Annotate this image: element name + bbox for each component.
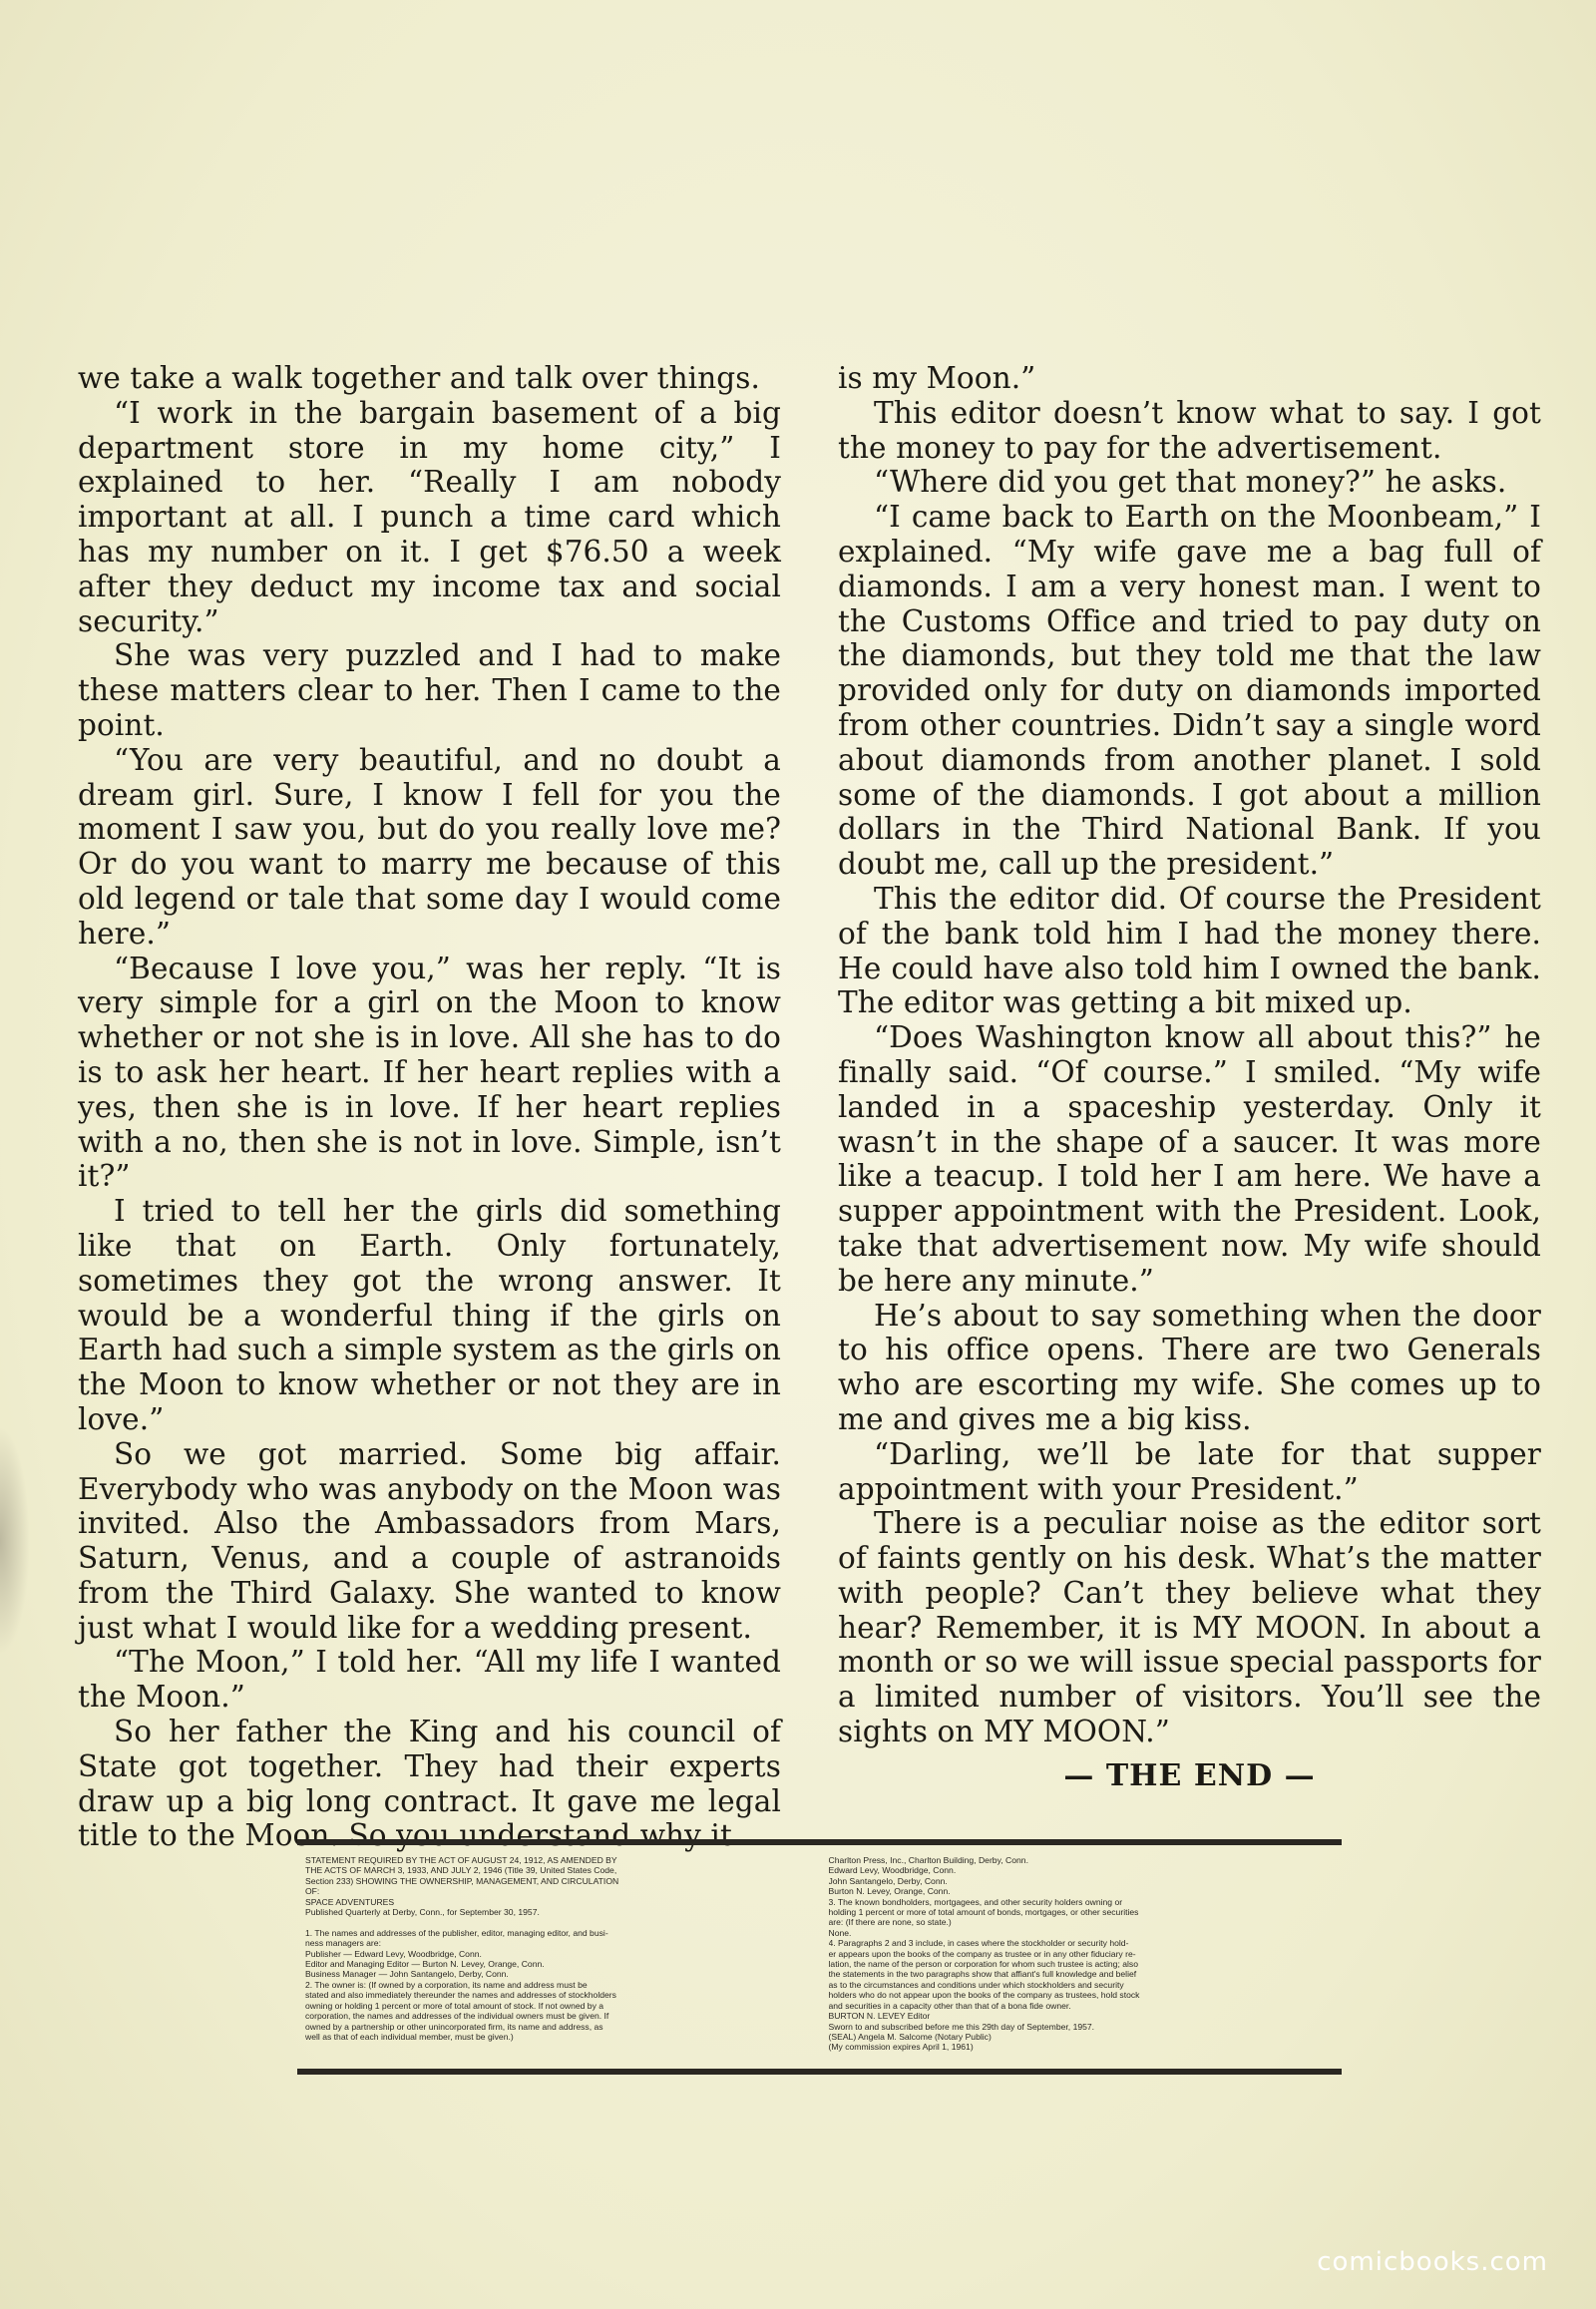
the-end-label: — THE END —: [1063, 1757, 1316, 1793]
statement-line: Charlton Press, Inc., Charlton Building, Derby, Conn.: [828, 1855, 1028, 1865]
paragraph: “Darling, we’ll be late for that supper appointment with your President.”: [838, 1436, 1541, 1506]
statement-right-column: [829, 1855, 1335, 2063]
paragraph: There is a peculiar noise as the editor sort of faints gently on his desk. What’s the matter with people? Can’t they believe what they hear? Remember, it is MY MOON. In about a month or so we will issue special passports for a limited number of visitors. You’ll see the sights on MY MOON.”: [838, 1506, 1541, 1749]
paragraph: “I came back to Earth on the Moonbeam,” I explained. “My wife gave me a bag full of diamonds. I am a very honest man. I went to the Customs Office and tried to pay duty on the diamonds, but they told me that the law provided only for duty on diamonds imported from other countries. Didn’t say a single word about diamonds from another planet. I sold some of the diamonds. I got about a million dollars in the Third National Bank. If you doubt me, call up the president.”: [838, 500, 1541, 882]
statement-line: Section 233) SHOWING THE OWNERSHIP, MANAGEMENT, AND CIRCULATION: [305, 1875, 619, 1886]
statement-line: holding 1 percent or more of total amount of bonds, mortgages, or other securities: [828, 1907, 1139, 1918]
statement-line: THE ACTS OF MARCH 3, 1933, AND JULY 2, 1946 (Title 39, United States Code,: [305, 1865, 617, 1876]
paragraph: “You are very beautiful, and no doubt a dream girl. Sure, I know I fell for you the moment I saw you, but do you really love me? Or do you want to marry me because of this old legend or tale that some day I would come here.”: [78, 742, 781, 951]
statement-line: Edward Levy, Woodbridge, Conn.: [828, 1865, 957, 1876]
statement-line: John Santangelo, Derby, Conn.: [828, 1875, 948, 1886]
paragraph: So we got married. Some big affair. Everybody who was anybody on the Moon was invited. Also the Ambassadors from Mars, Saturn, Venus, and a couple of astranoids from the Third Galaxy. She wanted to know just what I would like for a wedding present.: [78, 1436, 781, 1645]
paragraph: He’s about to say something when the door to his office opens. There are two Generals who are escorting my wife. She comes up to me and gives me a big kiss.: [838, 1298, 1541, 1436]
statement-left-column: [305, 1855, 811, 2063]
statement-line: (SEAL) Angela M. Salcome (Notary Public): [828, 2031, 992, 2042]
statement-line: lation, the name of the person or corporation for whom such trustee is acting; also: [828, 1959, 1138, 1970]
statement-line: owned by a partnership or other unincorporated firm, its name and address, as: [305, 2021, 603, 2032]
story-right-column: [838, 361, 1541, 1794]
statement-line: corporation, the names and addresses of the individual owners must be given. If: [305, 2011, 609, 2022]
story-left-column: [78, 361, 781, 1853]
statement-line: holders who do not appear upon the books of the company as trustees, hold stock: [828, 1990, 1140, 2001]
statement-line: Business Manager — John Santangelo, Derby, Conn.: [305, 1969, 509, 1980]
paragraph: This the editor did. Of course the President of the bank told him I had the money there. He could have also told him I owned the bank. The editor was getting a bit mixed up.: [838, 881, 1541, 1020]
paragraph: is my Moon.”: [838, 361, 1036, 395]
statement-line: Editor and Managing Editor — Burton N. Levey, Orange, Conn.: [305, 1959, 545, 1970]
statement-line: Published Quarterly at Derby, Conn., for September 30, 1957.: [305, 1907, 540, 1918]
statement-line: STATEMENT REQUIRED BY THE ACT OF AUGUST 24, 1912, AS AMENDED BY: [305, 1855, 617, 1865]
statement-line: 1. The names and addresses of the publisher, editor, managing editor, and busi-: [305, 1927, 608, 1938]
statement-line: ness managers are:: [305, 1938, 381, 1949]
statement-line: as to the circumstances and conditions under which stockholders and security: [828, 1979, 1124, 1990]
paragraph: “I work in the bargain basement of a big department store in my home city,” I explained to her. “Really I am nobody important at all. I punch a time card which has my number on it. I get $76.50 a week after they deduct my income tax and social security.”: [78, 395, 781, 638]
paragraph: So her father the King and his council of State got together. They had their experts draw up a big long contract. It gave me legal title to the Moon. So you understand why it: [78, 1715, 781, 1853]
statement-line: stated and also immediately thereunder the names and addresses of stockholders: [305, 1990, 616, 2001]
statement-line: None.: [828, 1927, 852, 1938]
statement-line: are: (If there are none, so state.): [828, 1917, 952, 1928]
statement-line: 3. The known bondholders, mortgagees, and other security holders owning or: [828, 1896, 1123, 1907]
paragraph: “Does Washington know all about this?” he finally said. “Of course.” I smiled. “My wife landed in a spaceship yesterday. Only it wasn’t in the shape of a saucer. It was more like a teacup. I told her I am here. We have a supper appointment with the President. Look, take that advertisement now. My wife should be here any minute.”: [838, 1020, 1541, 1298]
watermark: comicbooks.com: [1317, 2247, 1548, 2277]
statement-line: 2. The owner is: (If owned by a corporation, its name and address must be: [305, 1979, 588, 1990]
statement-line: OF:: [305, 1886, 320, 1897]
statement-line: er appears upon the books of the company as trustee or in any other fiduciary re-: [828, 1948, 1136, 1959]
paragraph: “Because I love you,” was her reply. “It is very simple for a girl on the Moon to know whether or not she is in love. All she has to do is to ask her heart. If her heart replies with a yes, then she is in love. If her heart replies with a no, then she is not in love. Simple, isn’t it?”: [78, 951, 781, 1194]
paragraph: This editor doesn’t know what to say. I got the money to pay for the advertisement.: [838, 395, 1541, 465]
statement-line: SPACE ADVENTURES: [305, 1896, 395, 1907]
statement-line: BURTON N. LEVEY Editor: [828, 2011, 931, 2022]
statement-line: the statements in the two paragraphs show that affiant's full knowledge and belief: [828, 1969, 1137, 1980]
paragraph: “The Moon,” I told her. “All my life I wanted the Moon.”: [78, 1645, 781, 1715]
statement-line: (My commission expires April 1, 1961): [828, 2042, 974, 2053]
paragraph: “Where did you get that money?” he asks.: [874, 465, 1507, 500]
page-edge-shadow: [0, 1426, 30, 1656]
statement-line: Burton N. Levey, Orange, Conn.: [828, 1886, 951, 1897]
statement-line: 4. Paragraphs 2 and 3 include, in cases where the stockholder or security hold-: [828, 1938, 1129, 1949]
statement-line: owning or holding 1 percent or more of total amount of stock. If not owned by a: [305, 2000, 604, 2011]
statement-line: and securities in a capacity other than that of a bona fide owner.: [828, 2000, 1071, 2011]
paragraph: She was very puzzled and I had to make these matters clear to her. Then I came to the point.: [78, 638, 781, 742]
statement-line: Sworn to and subscribed before me this 29th day of September, 1957.: [828, 2021, 1095, 2032]
paragraph: we take a walk together and talk over things.: [78, 361, 761, 395]
ownership-statement: [297, 1839, 1342, 2075]
statement-line: well as that of each individual member, must be given.): [305, 2031, 514, 2042]
statement-line: [305, 1917, 811, 1927]
paragraph: I tried to tell her the girls did something like that on Earth. Only fortunately, sometimes they got the wrong answer. It would be a wonderful thing if the girls on Earth had such a simple system as the girls on the Moon to know whether or not they are in love.”: [78, 1194, 781, 1436]
statement-line: Publisher — Edward Levy, Woodbridge, Conn.: [305, 1948, 482, 1959]
